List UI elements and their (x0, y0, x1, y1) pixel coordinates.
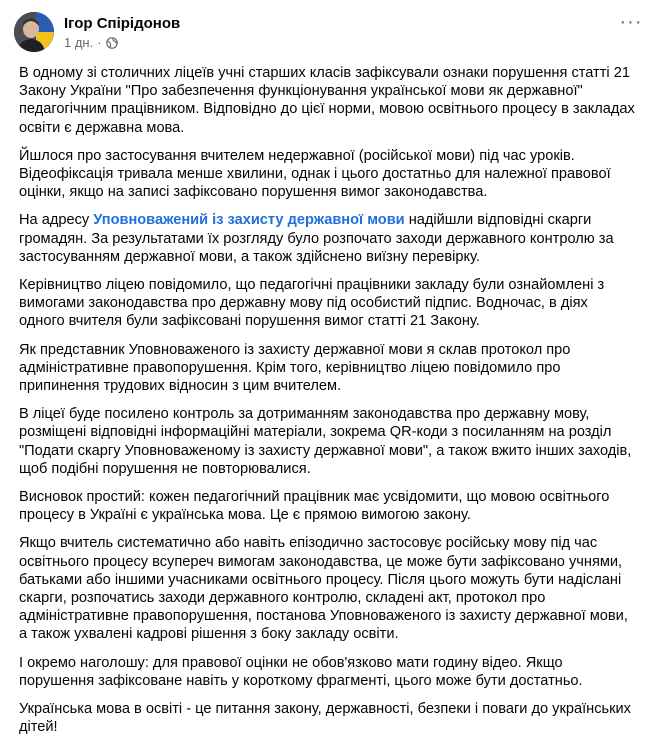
post-paragraph: Якщо вчитель систематично або навіть епізодично застосовує російську мову під час освітнього процесу всупереч вимогам законодавства, це може бути зафіксовано учнями, батьками або іншими учасниками освітнього процесу. Після цього можуть бути надіслані скарги, розпочатись заходи державного контролю, складені акт, протокол про адміністративне правопорушення, постанова Уповноваженого із захисту державної мови, а також ухвалені кадрові рішення з боку закладу освіти. (19, 535, 628, 643)
post-paragraph: Як представник Уповноваженого із захисту державної мови я склав протокол про адміністративне правопорушення. Крім того, керівництво ліцею повідомило про припинення трудових відносин з цим вчителем. (19, 341, 571, 395)
post-paragraph: Українська мова в освіті - це питання закону, державності, безпеки і поваги до українських дітей! (19, 701, 631, 736)
post-paragraph (19, 211, 635, 266)
post-meta (64, 14, 180, 51)
avatar-photo (14, 12, 54, 52)
post-paragraph: Висновок простий: кожен педагогічний працівник має усвідомити, що мовою освітнього процесу в Україні є українська мова. Це є прямою вимогою закону. (19, 489, 610, 524)
commissioner-page-link[interactable]: Уповноважений із захисту державної мови (93, 212, 405, 229)
post-paragraph: Йшлося про застосування вчителем недержавної (російської мови) під час уроків. Відеофіксація тривала менше хвилини, однак і цього достатньо для належної правової оцінки, якщо на записі зафіксовано порушення вимог законодавства. (19, 147, 611, 201)
post-paragraph: І окремо наголошу: для правової оцінки не обов'язково мати годину відео. Якщо порушення зафіксоване навіть у короткому фрагменті, цього може бути достатньо. (19, 654, 583, 689)
author-name[interactable]: Ігор Спірідонов (64, 14, 181, 32)
timestamp-row (64, 35, 180, 51)
paragraph-text: На адресу (19, 212, 94, 229)
avatar[interactable] (14, 12, 54, 52)
paragraph-text: надійшли відповідні скарги громадян. За результатами їх розгляду було розпочато заходи державного контролю за застосуванням державної мови, а також здійснено виїзну перевірку. (19, 212, 614, 265)
post-header (14, 8, 637, 56)
post-paragraph: В одному зі столичних ліцеїв учні старших класів зафіксували ознаки порушення статті 21 Закону України "Про забезпечення функціонування української мови як державної" педагогічним працівником. Відповідно до цієї норми, мовою освітнього процесу в закладах освіти є державна мова. (19, 65, 635, 136)
globe-icon[interactable] (106, 37, 118, 49)
post-body (19, 64, 635, 747)
more-options-icon[interactable]: ··· (619, 10, 643, 33)
post-time[interactable]: 1 дн. (64, 34, 94, 50)
post-paragraph: В ліцеї буде посилено контроль за дотриманням законодавства про державну мову, розміщені відповідні інформаційні матеріали, зокрема QR-коди з посиланням на розділ "Подати скаргу Уповноваженому із захисту державної мови", а також вжито інших заходів, щоб подібні порушення не повторювалися. (19, 406, 632, 477)
post-paragraph: Керівництво ліцею повідомило, що педагогічні працівники закладу були ознайомлені з вимогами законодавства про державну мову під особистий підпис. Водночас, в діях одного вчителя були зафіксовані порушення вимог статті 21 Закону. (19, 277, 605, 330)
separator-dot: · (97, 34, 102, 50)
